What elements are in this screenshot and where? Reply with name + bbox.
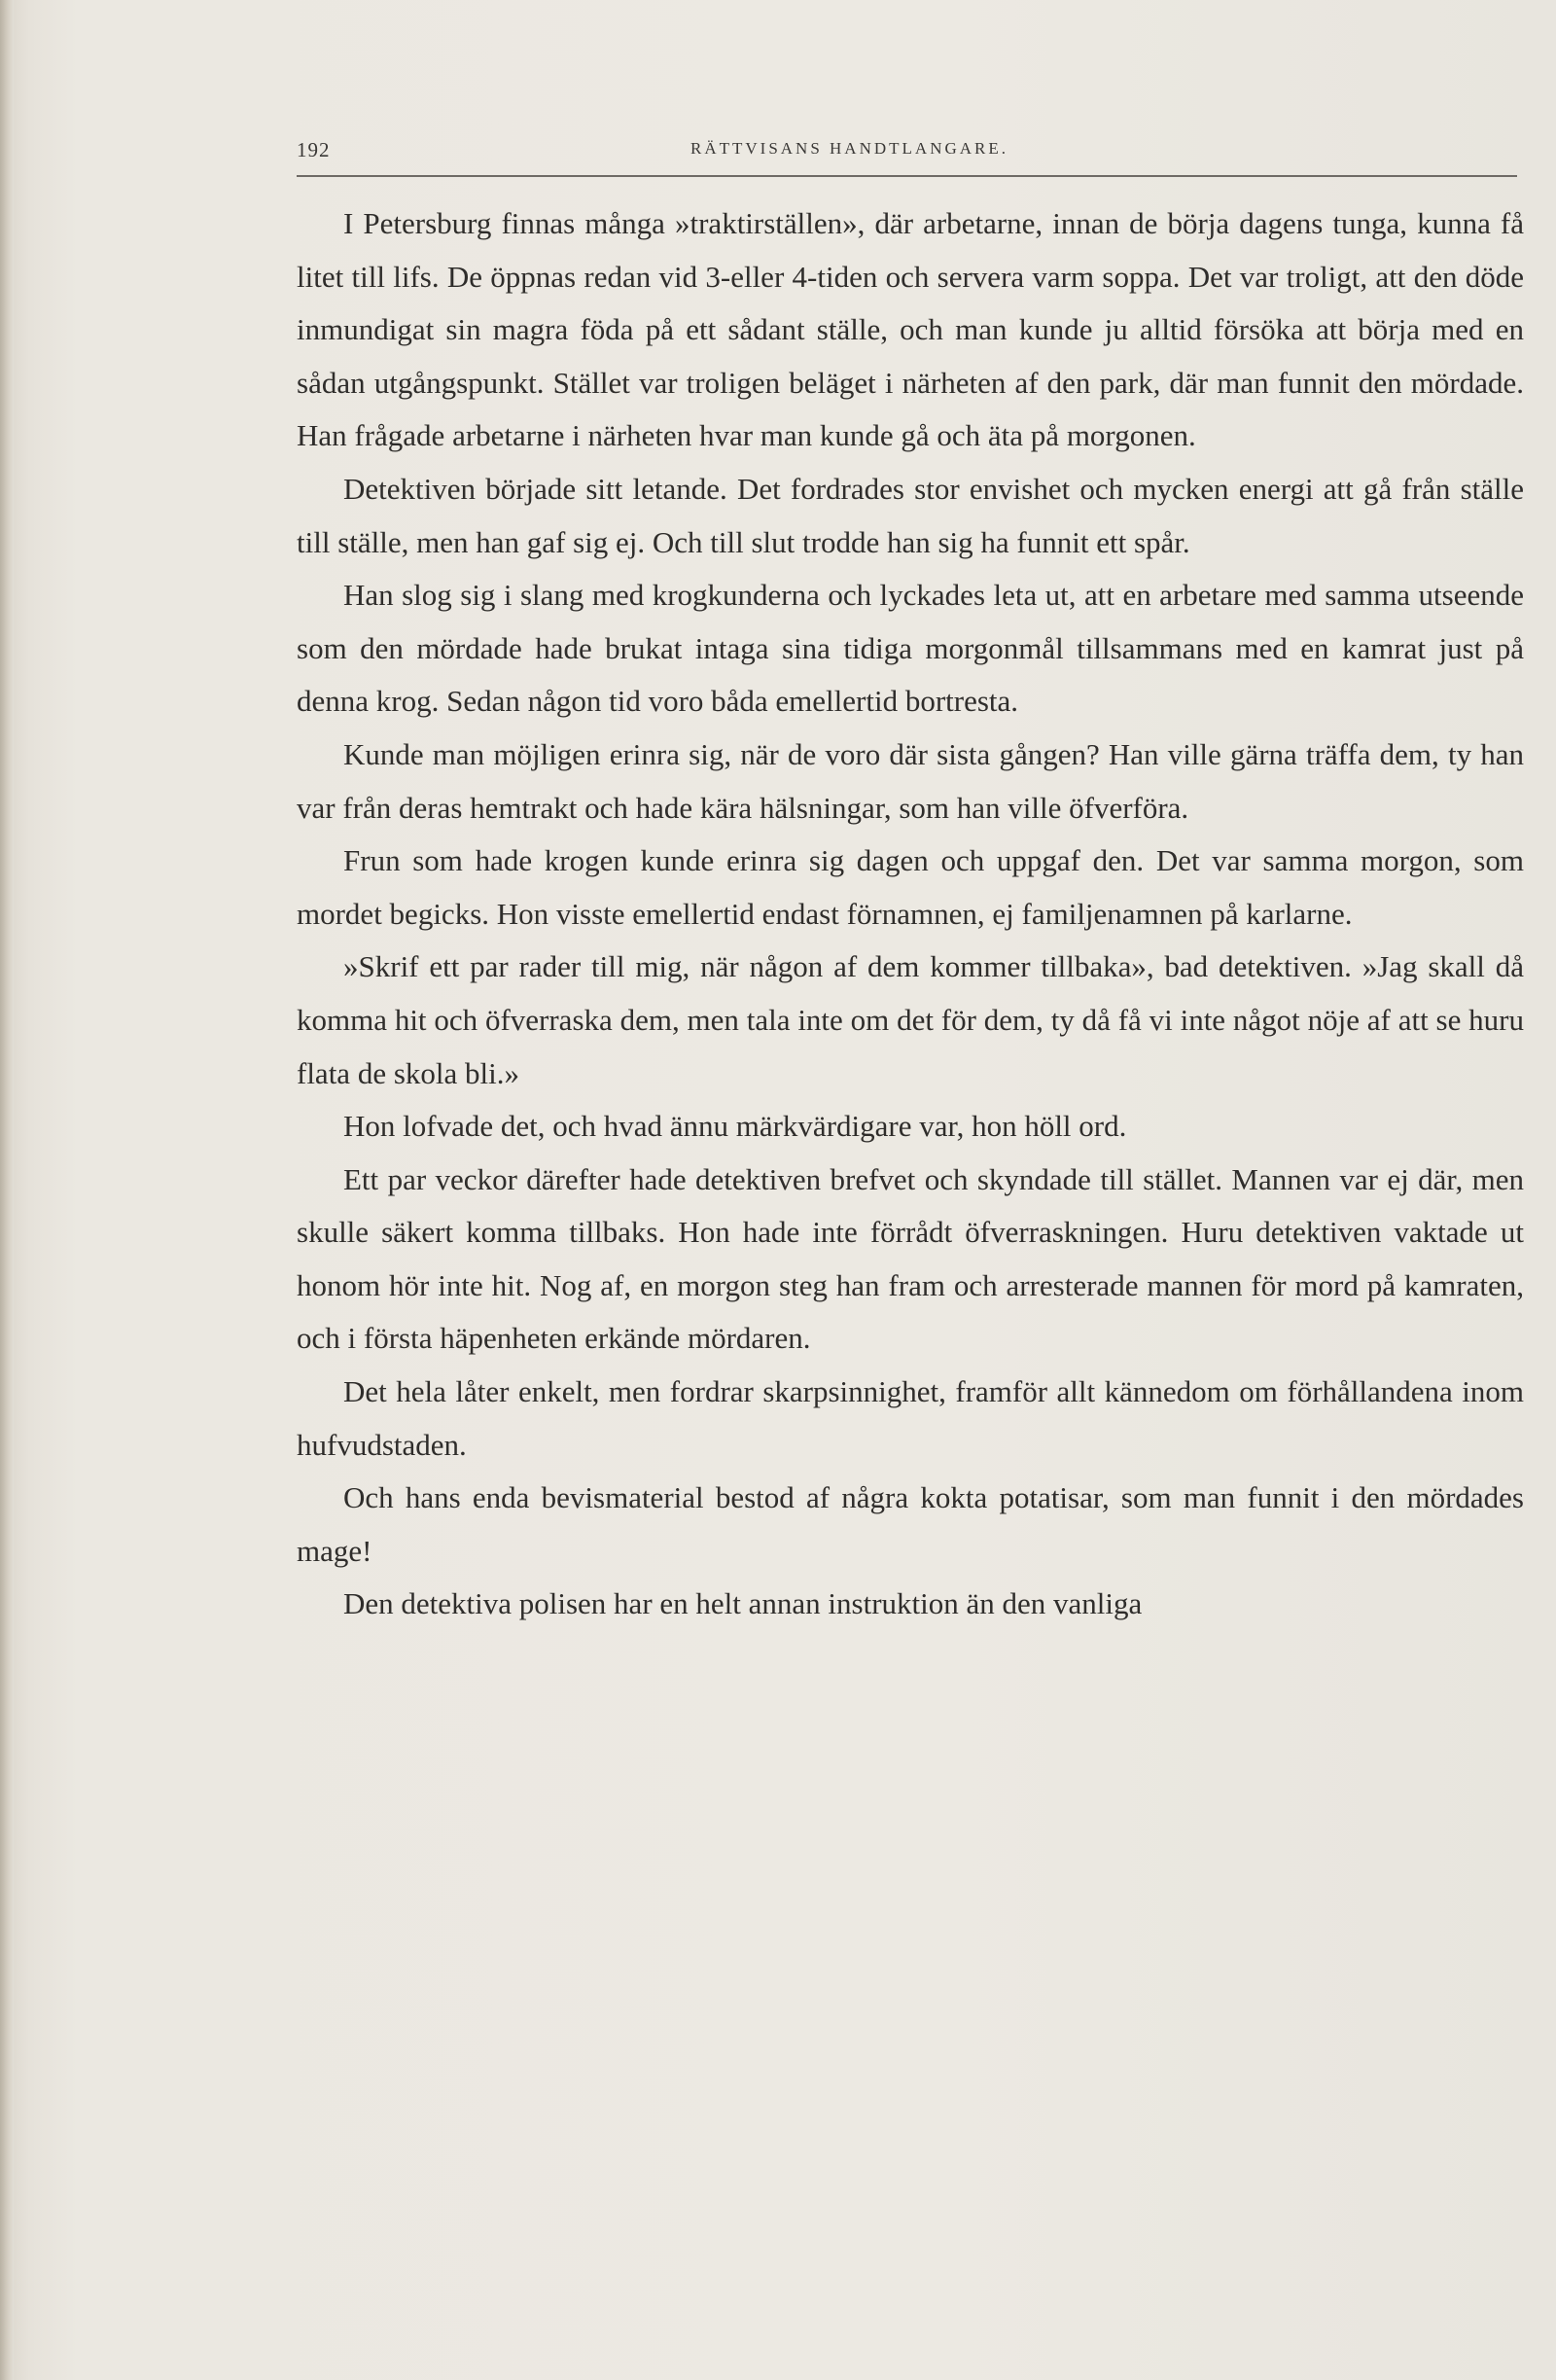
paragraph: Och hans enda bevismaterial bestod af några kokta potatisar, som man funnit i den mördades mage! bbox=[297, 1480, 1524, 1568]
paragraph: Hon lofvade det, och hvad ännu märkvärdigare var, hon höll ord. bbox=[343, 1109, 1127, 1144]
page-header bbox=[292, 134, 1517, 173]
book-spine-shadow bbox=[0, 0, 14, 2380]
paragraph: Ett par veckor därefter hade detektiven brefvet och skyndade till stället. Mannen var ej där, men skulle säkert komma tillbaks. Hon hade inte förrådt öfverraskningen. Huru detektiven vaktade ut honom hör inte hit. Nog af, en morgon steg han fram och arresterade mannen för mord på kamraten, och i första häpenheten erkände mördaren. bbox=[297, 1161, 1524, 1356]
header-rule bbox=[297, 175, 1517, 177]
paragraph: Han slog sig i slang med krogkunderna och lyckades leta ut, att en arbetare med samma utseende som den mördade hade brukat intaga sina tidiga morgonmål tillsammans med en kamrat just på denna krog. Sedan någon tid voro båda emellertid bortresta. bbox=[297, 578, 1524, 719]
paragraph: Kunde man möjligen erinra sig, när de voro där sista gången? Han ville gärna träffa dem, ty han var från deras hemtrakt och hade kära hälsningar, som han ville öfverföra. bbox=[297, 736, 1524, 825]
paragraph: Den detektiva polisen har en helt annan instruktion än den vanliga bbox=[343, 1586, 1143, 1621]
running-title: RÄTTVISANS HANDTLANGARE. bbox=[690, 139, 1008, 158]
paragraph: »Skrif ett par rader till mig, när någon af dem kommer tillbaka», bad detektiven. »Jag skall då komma hit och öfverraska dem, men tala inte om det för dem, ty då få vi inte något nöje af att se huru flata de skola bli.» bbox=[297, 949, 1524, 1090]
paragraph: Det hela låter enkelt, men fordrar skarpsinnighet, framför allt kännedom om förhållandena inom hufvudstaden. bbox=[297, 1374, 1524, 1462]
body-text bbox=[297, 197, 1524, 1631]
paragraph: Detektiven började sitt letande. Det fordrades stor envishet och mycken energi att gå från ställe till ställe, men han gaf sig ej. Och till slut trodde han sig ha funnit ett spår. bbox=[297, 471, 1524, 559]
paragraph: Frun som hade krogen kunde erinra sig dagen och uppgaf den. Det var samma morgon, som mordet begicks. Hon visste emellertid endast förnamnen, ej familjenamnen på karlarne. bbox=[297, 843, 1524, 931]
page-number: 192 bbox=[297, 138, 331, 161]
paragraph: I Petersburg finnas många »traktirställen», där arbetarne, innan de börja dagens tunga, kunna få litet till lifs. De öppnas redan vid 3-eller 4-tiden och servera varm soppa. Det var troligt, att den döde inmundigat sin magra föda på ett sådant ställe, och man kunde ju alltid försöka att börja med en sådan utgångspunkt. Stället var troligen beläget i närheten af den park, där man funnit den mördade. Han frågade arbetarne i närheten hvar man kunde gå och äta på morgonen. bbox=[297, 206, 1524, 453]
